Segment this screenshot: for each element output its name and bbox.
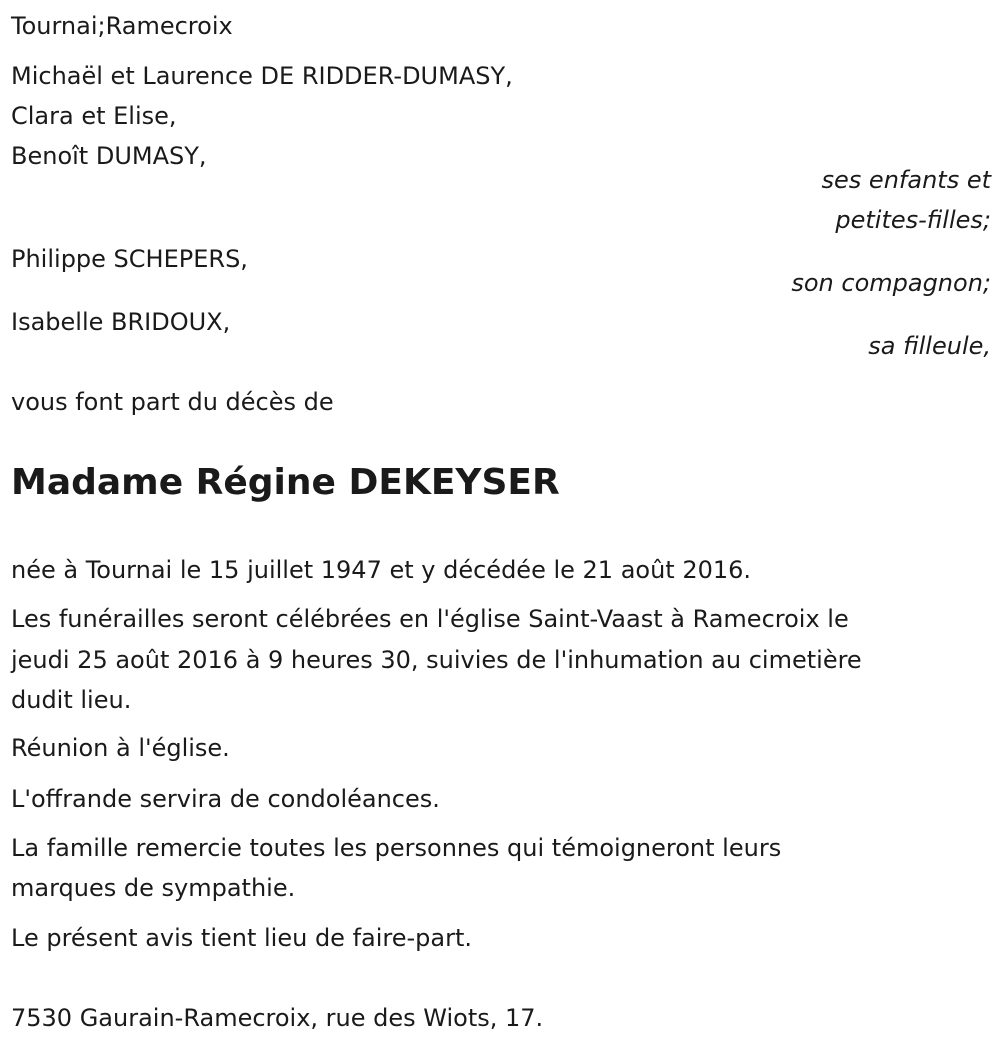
thanks-text: marques de sympathie. bbox=[11, 874, 296, 902]
family-line: Clara et Elise, bbox=[11, 102, 177, 130]
birth-death-text: née à Tournai le 15 juillet 1947 et y décédée le 21 août 2016. bbox=[11, 556, 752, 584]
thanks-text: La famille remercie toutes les personnes qui témoigneront leurs bbox=[11, 834, 782, 862]
offering-text: L'offrande servira de condoléances. bbox=[11, 785, 440, 813]
relation-label: petites-filles; bbox=[835, 206, 991, 234]
address-text: 7530 Gaurain-Ramecroix, rue des Wiots, 17. bbox=[11, 1004, 544, 1032]
family-line: Michaël et Laurence DE RIDDER-DUMASY, bbox=[11, 62, 513, 90]
meeting-text: Réunion à l'église. bbox=[11, 734, 230, 762]
companion-name: Philippe SCHEPERS, bbox=[11, 245, 248, 273]
location-header: Tournai;Ramecroix bbox=[11, 12, 233, 40]
relation-label: ses enfants et bbox=[821, 166, 991, 194]
companion-relation: son compagnon; bbox=[791, 269, 991, 297]
deceased-name: Madame Régine DEKEYSER bbox=[11, 462, 560, 503]
funeral-text: dudit lieu. bbox=[11, 686, 132, 714]
announcement-intro: vous font part du décès de bbox=[11, 388, 334, 416]
family-line: Benoît DUMASY, bbox=[11, 142, 207, 170]
goddaughter-name: Isabelle BRIDOUX, bbox=[11, 308, 231, 336]
funeral-text: jeudi 25 août 2016 à 9 heures 30, suivies de l'inhumation au cimetière bbox=[11, 646, 862, 674]
notice-text: Le présent avis tient lieu de faire-part. bbox=[11, 924, 473, 952]
goddaughter-relation: sa filleule, bbox=[868, 332, 991, 360]
funeral-text: Les funérailles seront célébrées en l'église Saint-Vaast à Ramecroix le bbox=[11, 605, 849, 633]
